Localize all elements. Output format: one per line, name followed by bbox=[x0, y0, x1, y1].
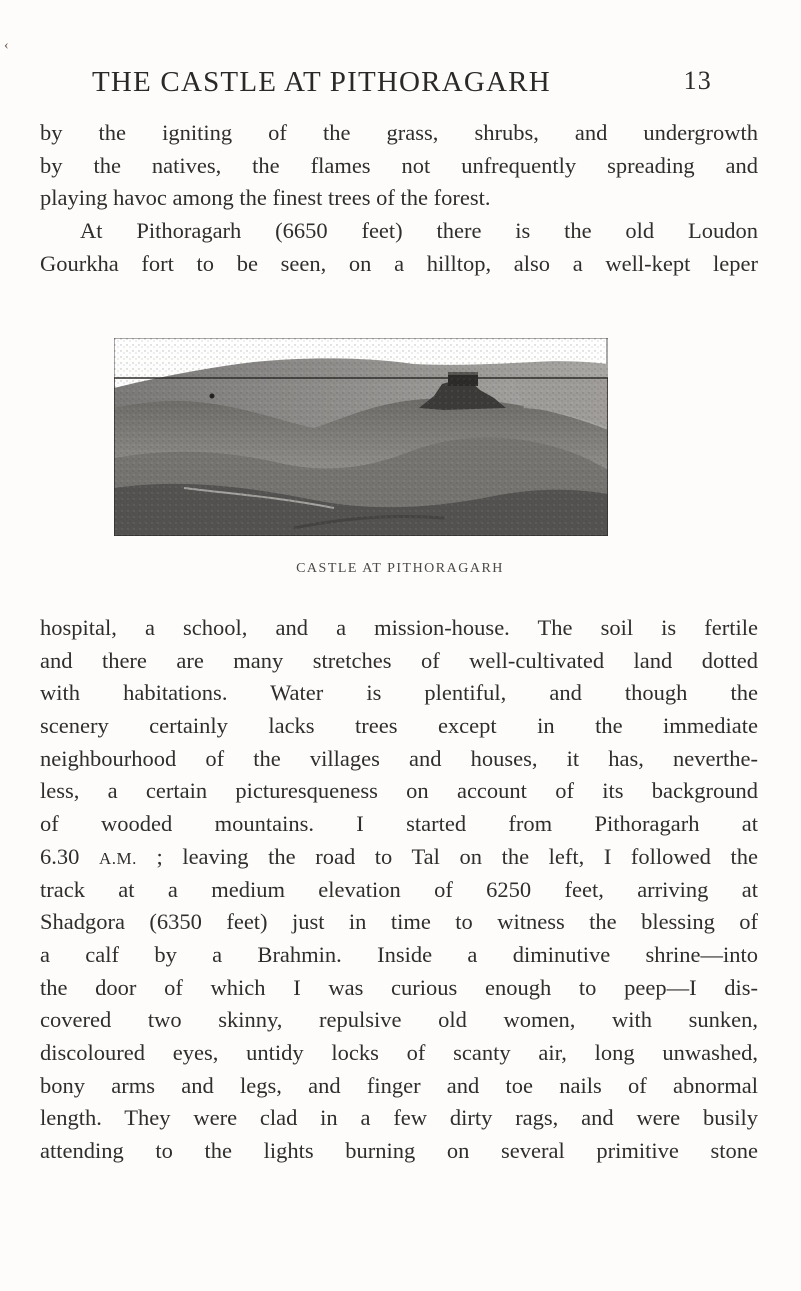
text-line: covered two skinny, repulsive old women, with sunken, bbox=[40, 1007, 758, 1033]
text-line: less, a certain picturesqueness on account of its background bbox=[40, 778, 758, 804]
page-number: 13 bbox=[683, 66, 712, 95]
text-line: hospital, a school, and a mission-house. The soil is fertile bbox=[40, 615, 758, 640]
text-line: the door of which I was curious enough to peep—I dis- bbox=[40, 974, 758, 1000]
text-line: of wooded mountains. I started from Pithoragarh at bbox=[40, 811, 758, 837]
text-line: and there are many stretches of well-cultivated land dotted bbox=[40, 647, 758, 673]
text-line: with habitations. Water is plentiful, and though the bbox=[40, 680, 758, 706]
text-line: neighbourhood of the villages and houses, it has, neverthe- bbox=[40, 745, 758, 771]
text-line: playing havoc among the finest trees of the forest. bbox=[40, 185, 491, 211]
text-line: scenery certainly lacks trees except in the immediate bbox=[40, 713, 758, 739]
text-line: attending to the lights burning on several primitive stone bbox=[40, 1138, 758, 1163]
castle-photograph-image bbox=[114, 338, 608, 536]
text-line-rest: ; leaving the road to Tal on the left, I followed the bbox=[156, 843, 758, 869]
time-suffix: A.M. bbox=[98, 848, 137, 868]
text-line: length. They were clad in a few dirty rags, and were busily bbox=[40, 1105, 758, 1131]
text-line: a calf by a Brahmin. Inside a diminutive shrine—into bbox=[40, 941, 758, 967]
text-line: bony arms and legs, and finger and toe nails of abnormal bbox=[40, 1072, 758, 1098]
text-line: At Pithoragarh (6650 feet) there is the old Loudon bbox=[80, 218, 758, 244]
paragraph-bottom bbox=[40, 612, 758, 1168]
text-line: Gourkha fort to be seen, on a hilltop, also a well-kept leper bbox=[40, 250, 758, 276]
running-title: THE CASTLE AT PITHORAGARH bbox=[92, 66, 551, 98]
text-line: by the natives, the flames not unfrequently spreading and bbox=[40, 152, 758, 178]
text-line-with-time bbox=[40, 841, 758, 874]
text-line: discoloured eyes, untidy locks of scanty air, long unwashed, bbox=[40, 1039, 758, 1065]
running-head bbox=[92, 66, 712, 106]
figure-caption: CASTLE AT PITHORAGARH bbox=[296, 561, 504, 576]
text-line: Shadgora (6350 feet) just in time to witness the blessing of bbox=[40, 909, 758, 935]
paragraph-top bbox=[40, 117, 758, 280]
margin-mark: ‹ bbox=[4, 38, 9, 53]
time-value: 6.30 bbox=[40, 843, 80, 869]
text-line: by the igniting of the grass, shrubs, and undergrowth bbox=[40, 120, 758, 145]
text-line: track at a medium elevation of 6250 feet, arriving at bbox=[40, 876, 758, 902]
castle-photograph bbox=[114, 338, 608, 536]
